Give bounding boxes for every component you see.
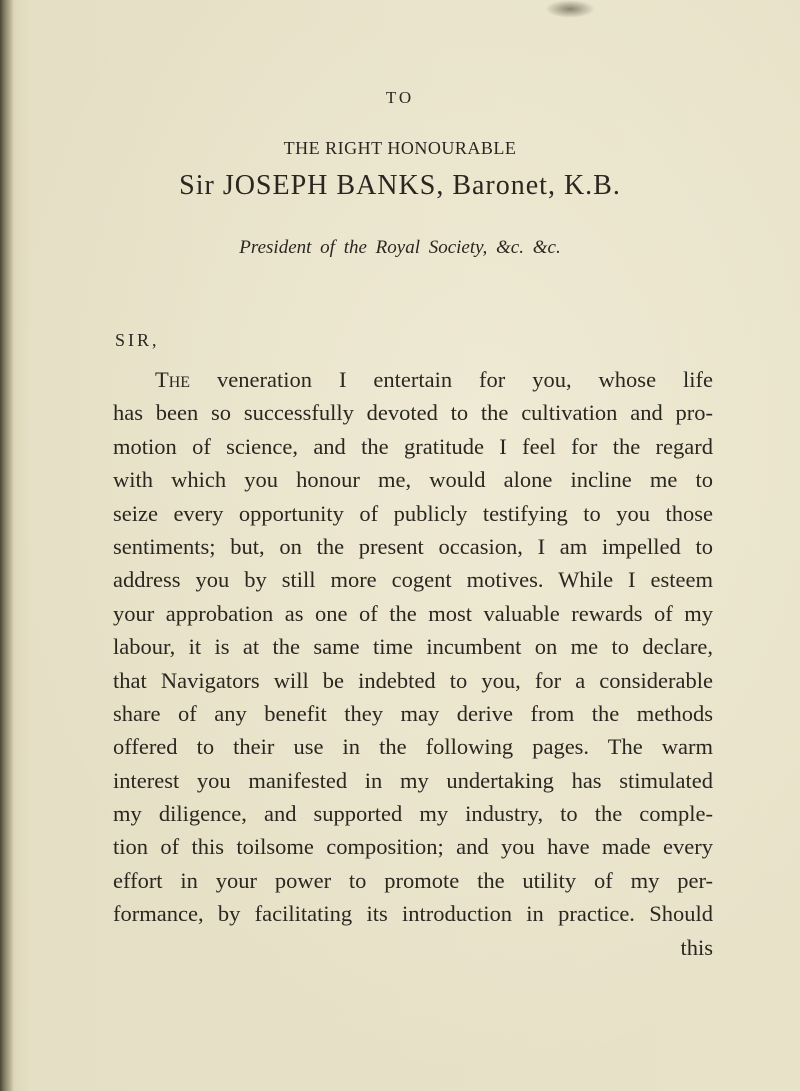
paper-stain bbox=[545, 0, 595, 18]
body-line: sentiments; but, on the present occasion, I am impelled to bbox=[113, 533, 713, 559]
body-line: your approbation as one of the most valuable rewards of my bbox=[113, 600, 713, 626]
dedication-name: Sir JOSEPH BANKS, Baronet, K.B. bbox=[179, 170, 621, 201]
body-line: with which you honour me, would alone incline me to bbox=[113, 467, 713, 493]
body-line: my diligence, and supported my industry, to the comple- bbox=[113, 801, 713, 827]
dedication-title: President of the Royal Society, &c. &c. bbox=[239, 237, 561, 258]
body-line: formance, by facilitating its introduction in practice. Should bbox=[113, 901, 713, 927]
dedication-to: TO bbox=[385, 88, 415, 107]
body-line: address you by still more cogent motives. While I esteem bbox=[113, 567, 713, 593]
body-line: interest you manifested in my undertaking has stimulated bbox=[113, 767, 713, 793]
body-text bbox=[113, 363, 713, 964]
body-line: has been so successfully devoted to the cultivation and pro- bbox=[113, 400, 713, 426]
body-line: tion of this toilsome composition; and you have made every bbox=[113, 834, 713, 860]
body-line: labour, it is at the same time incumbent on me to declare, bbox=[113, 634, 713, 660]
body-line: that Navigators will be indebted to you, for a considerable bbox=[113, 667, 713, 693]
salutation: SIR, bbox=[115, 330, 160, 350]
body-line: effort in your power to promote the utility of my per- bbox=[113, 867, 713, 893]
dedication-addressee: THE RIGHT HONOURABLE bbox=[283, 138, 517, 158]
first-word: The bbox=[155, 367, 191, 392]
body-line: motion of science, and the gratitude I feel for the regard bbox=[113, 433, 713, 459]
body-line: The veneration I entertain for you, whose life bbox=[155, 367, 713, 392]
body-line: seize every opportunity of publicly testifying to you those bbox=[113, 500, 713, 526]
catchword: this bbox=[680, 934, 713, 960]
body-line: share of any benefit they may derive from the methods bbox=[113, 700, 713, 726]
body-line: offered to their use in the following pages. The warm bbox=[113, 734, 713, 760]
page-gutter-shadow bbox=[0, 0, 14, 1091]
